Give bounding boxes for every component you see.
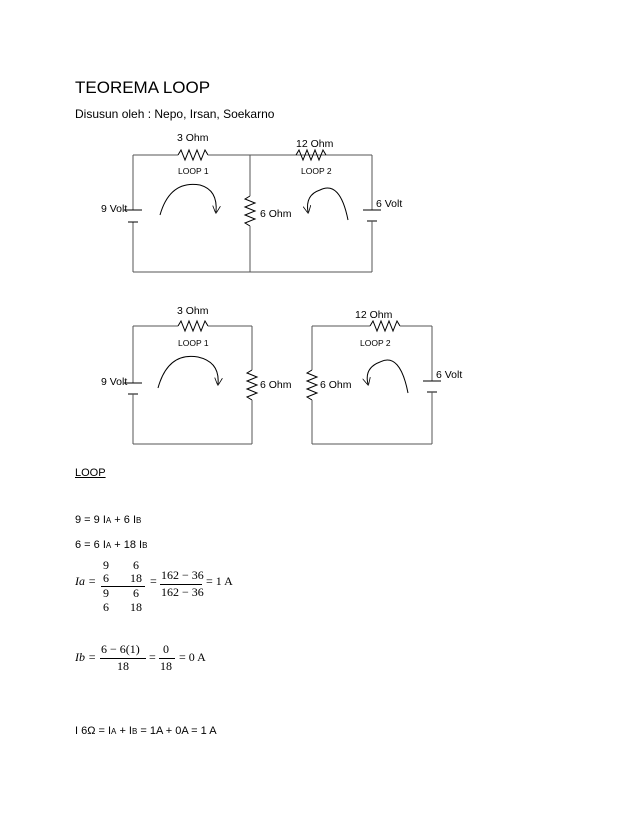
- ia-num-r2c2: 18: [130, 571, 142, 585]
- final-sub-a: A: [111, 727, 117, 736]
- ia-equation: Ia = 9 6 6 18 9 6 6 18 = 162 − 36 162 − 36 = 1 A: [75, 558, 233, 614]
- ib-frac2-den: 18: [160, 659, 172, 673]
- ia-frac-den: 162 − 36: [161, 585, 204, 599]
- c2-battery2-label: 6 Volt: [436, 369, 463, 381]
- ib-result: = 0 A: [179, 650, 206, 664]
- ia-result: = 1 A: [206, 574, 233, 588]
- eq2-lhs: 6 = 6 I: [75, 539, 106, 551]
- final-rhs: = 1A + 0A = 1 A: [137, 725, 217, 737]
- ia-frac-num: 162 − 36: [161, 568, 204, 582]
- c2-loop2-label: LOOP 2: [360, 338, 391, 348]
- circuit-1: [124, 150, 381, 272]
- ia-label: Ia =: [75, 574, 97, 588]
- final-mid: + I: [116, 725, 132, 737]
- equation-2: [75, 539, 147, 551]
- ib-frac2-num: 0: [163, 642, 169, 656]
- c2-resistor3b-label: 6 Ohm: [320, 379, 352, 391]
- eq2-sub-b: B: [142, 541, 148, 550]
- c2-battery1-label: 9 Volt: [101, 376, 128, 388]
- ia-num-r1c2: 6: [133, 558, 139, 572]
- ia-den-r1c1: 9: [103, 586, 109, 600]
- c1-loop1-label: LOOP 1: [178, 166, 209, 176]
- ia-den-r2c2: 18: [130, 600, 142, 614]
- ib-label: Ib =: [75, 650, 97, 664]
- eq1-lhs: 9 = 9 I: [75, 514, 106, 526]
- authors-line: Disusun oleh : Nepo, Irsan, Soekarno: [75, 107, 275, 121]
- final-lhs: I 6Ω = I: [75, 725, 112, 737]
- ib-frac1-den: 18: [117, 659, 129, 673]
- equation-final: [75, 725, 217, 737]
- ib-frac1-num: 6 − 6(1): [101, 642, 140, 656]
- eq1-sub-b: B: [136, 516, 142, 525]
- eq1-mid: + 6 I: [111, 514, 137, 526]
- ia-den-r2c1: 6: [103, 600, 109, 614]
- c1-resistor3-label: 6 Ohm: [260, 208, 292, 220]
- c2-resistor3a-label: 6 Ohm: [260, 379, 292, 391]
- ia-num-r1c1: 9: [103, 558, 109, 572]
- page-title: TEOREMA LOOP: [75, 78, 211, 97]
- c2-resistor1-label: 3 Ohm: [177, 305, 209, 317]
- c2-resistor2-label: 12 Ohm: [355, 309, 393, 321]
- final-sub-b: B: [131, 727, 138, 736]
- eq2-sub-a: A: [105, 541, 112, 550]
- c1-loop2-label: LOOP 2: [301, 166, 332, 176]
- equation-1: [75, 514, 141, 526]
- c1-battery1-label: 9 Volt: [101, 203, 128, 215]
- c1-battery2-label: 6 Volt: [376, 198, 403, 210]
- ia-num-r2c1: 6: [103, 571, 109, 585]
- c1-resistor2-label: 12 Ohm: [296, 138, 334, 150]
- eq2-mid: + 18 I: [111, 539, 143, 551]
- c1-resistor1-label: 3 Ohm: [177, 132, 209, 144]
- eq1-sub-a: A: [105, 516, 112, 525]
- ia-den-r1c2: 6: [133, 586, 139, 600]
- c2-loop1-label: LOOP 1: [178, 338, 209, 348]
- ib-equation: Ib = 6 − 6(1) 18 = 0 18 = 0 A: [75, 642, 206, 673]
- section-heading: LOOP: [75, 467, 106, 479]
